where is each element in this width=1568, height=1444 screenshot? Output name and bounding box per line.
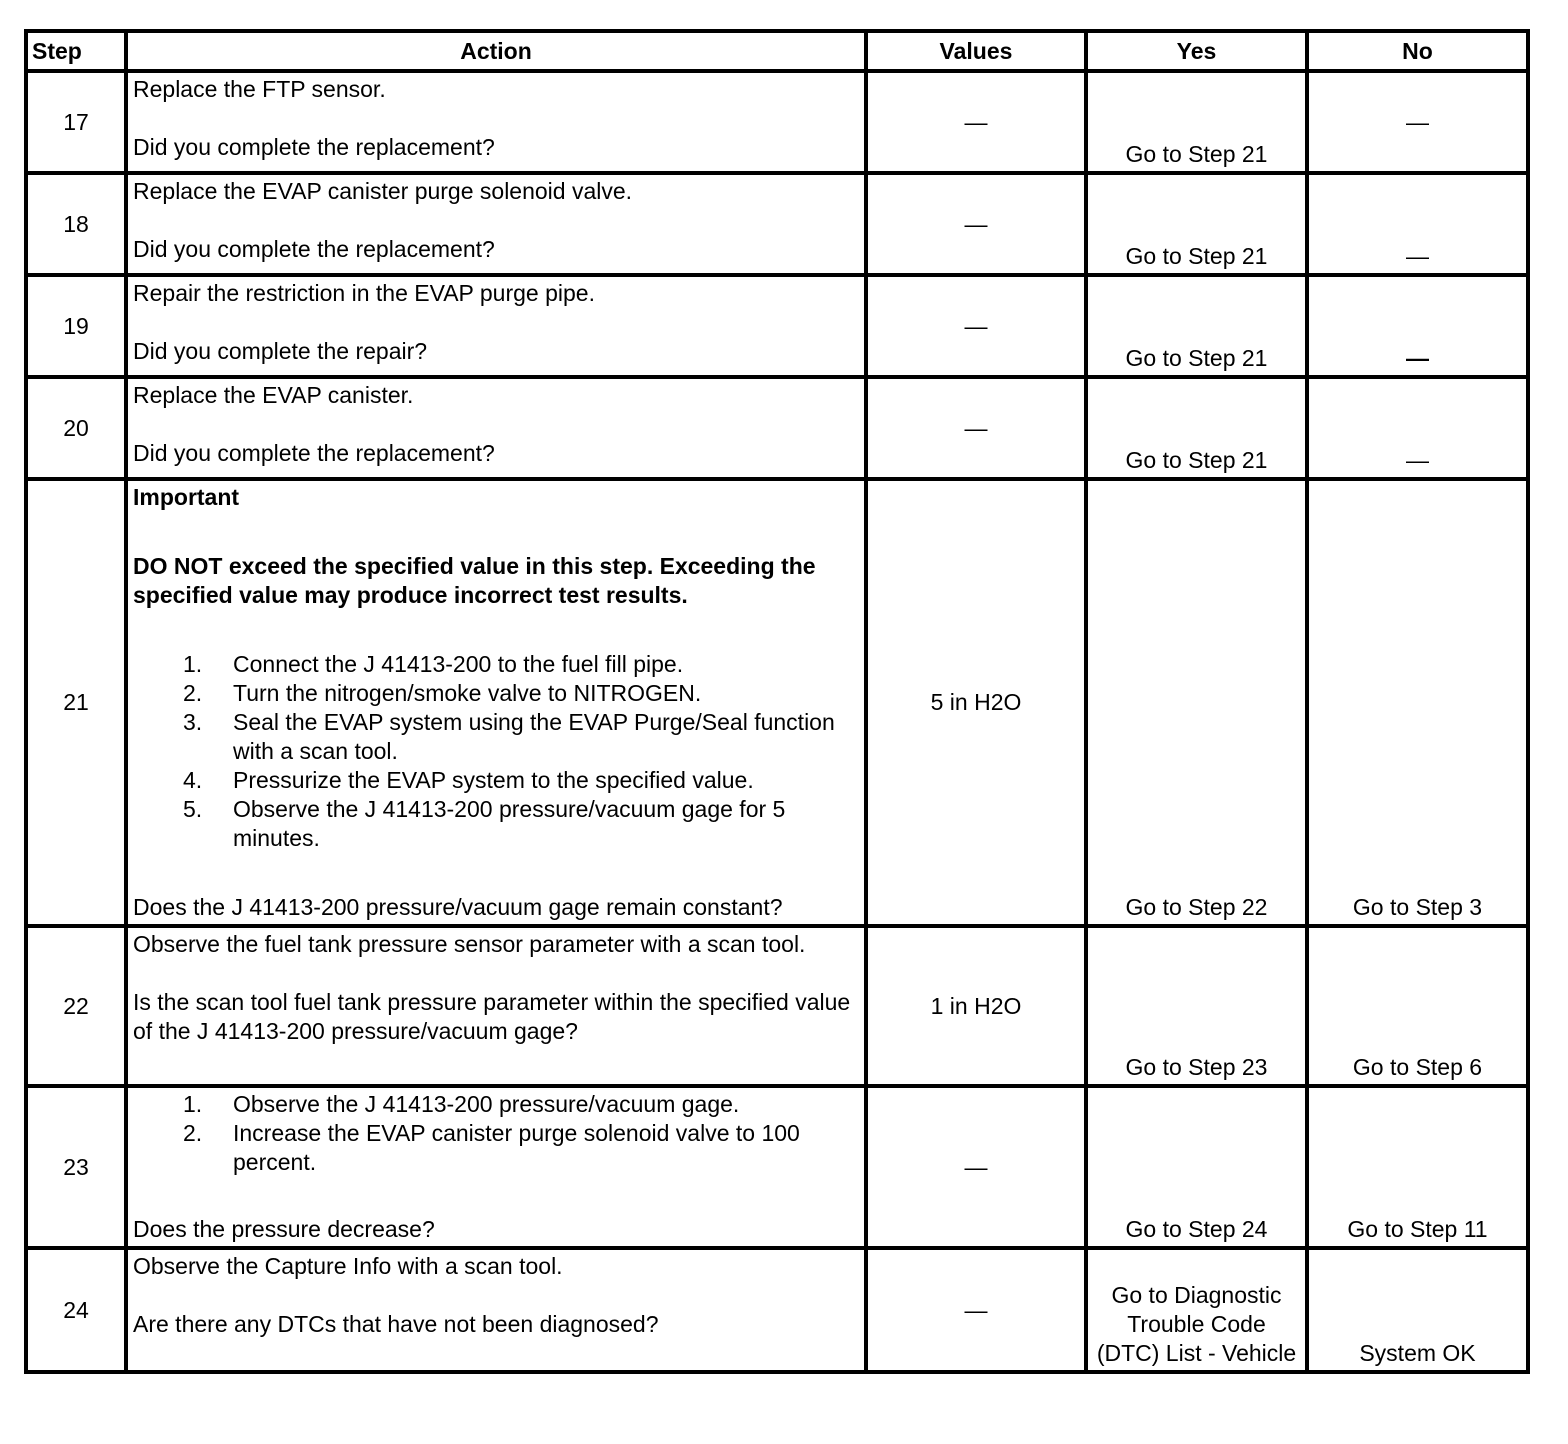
no-cell: — <box>1307 71 1528 173</box>
procedure-list <box>133 1090 859 1177</box>
action-question: Did you complete the replacement? <box>133 440 495 466</box>
important-label: Important <box>133 484 240 510</box>
action-question: Did you complete the replacement? <box>133 134 495 160</box>
value-cell: 5 in H2O <box>866 479 1086 926</box>
no-cell: — <box>1307 275 1528 377</box>
action-cell <box>126 1248 866 1372</box>
action-text: Replace the EVAP canister. <box>133 382 414 408</box>
list-item: 1. Connect the J 41413-200 to the fuel fill pipe. <box>183 651 684 677</box>
yes-cell: Go to Diagnostic Trouble Code (DTC) List - Vehicle <box>1086 1248 1307 1372</box>
step-number: 24 <box>26 1248 126 1372</box>
value-cell: — <box>866 275 1086 377</box>
table-row <box>26 926 1528 1086</box>
header-action: Action <box>126 31 866 71</box>
yes-cell: Go to Step 23 <box>1086 926 1307 1086</box>
list-item: 5. Observe the J 41413-200 pressure/vacuum gage for 5 minutes. <box>183 796 786 851</box>
list-item: 2. Turn the nitrogen/smoke valve to NITROGEN. <box>183 680 702 706</box>
action-question: Are there any DTCs that have not been diagnosed? <box>133 1311 659 1337</box>
action-question: Is the scan tool fuel tank pressure parameter within the specified value of the J 41413-200 pressure/vacuum gage? <box>133 989 851 1044</box>
header-values: Values <box>866 31 1086 71</box>
header-row <box>26 31 1528 71</box>
table-row <box>26 275 1528 377</box>
list-item: 1. Observe the J 41413-200 pressure/vacuum gage. <box>183 1091 740 1117</box>
action-text: Replace the FTP sensor. <box>133 76 386 102</box>
list-item: 2. Increase the EVAP canister purge solenoid valve to 100 percent. <box>183 1120 800 1175</box>
yes-cell: Go to Step 21 <box>1086 275 1307 377</box>
no-cell: Go to Step 6 <box>1307 926 1528 1086</box>
yes-cell: Go to Step 21 <box>1086 173 1307 275</box>
important-text: DO NOT exceed the specified value in this step. Exceeding the specified value may produce incorrect test results. <box>133 553 816 608</box>
step-number: 18 <box>26 173 126 275</box>
action-text: Replace the EVAP canister purge solenoid valve. <box>133 178 633 204</box>
value-cell: — <box>866 1248 1086 1372</box>
yes-cell: Go to Step 21 <box>1086 377 1307 479</box>
action-question: Did you complete the replacement? <box>133 236 495 262</box>
action-cell <box>126 479 866 926</box>
value-cell: — <box>866 1086 1086 1248</box>
step-number: 21 <box>26 479 126 926</box>
table-row <box>26 1086 1528 1248</box>
header-yes: Yes <box>1086 31 1307 71</box>
value-cell: — <box>866 71 1086 173</box>
action-cell <box>126 926 866 1086</box>
action-cell <box>126 71 866 173</box>
no-cell: — <box>1307 173 1528 275</box>
header-step: Step <box>26 31 126 71</box>
table-row <box>26 173 1528 275</box>
no-cell: Go to Step 3 <box>1307 479 1528 926</box>
action-cell <box>126 275 866 377</box>
no-cell: — <box>1307 377 1528 479</box>
step-number: 20 <box>26 377 126 479</box>
action-text: Observe the fuel tank pressure sensor parameter with a scan tool. <box>133 931 806 957</box>
step-number: 19 <box>26 275 126 377</box>
action-question: Did you complete the repair? <box>133 338 428 364</box>
action-question: Does the J 41413-200 pressure/vacuum gage remain constant? <box>133 894 783 920</box>
value-cell: — <box>866 377 1086 479</box>
procedure-list <box>133 650 859 853</box>
yes-cell: Go to Step 22 <box>1086 479 1307 926</box>
diagnostic-table <box>24 29 1530 1374</box>
step-number: 22 <box>26 926 126 1086</box>
no-cell: System OK <box>1307 1248 1528 1372</box>
action-question: Does the pressure decrease? <box>133 1216 435 1242</box>
no-cell: Go to Step 11 <box>1307 1086 1528 1248</box>
yes-cell: Go to Step 21 <box>1086 71 1307 173</box>
list-item: 3. Seal the EVAP system using the EVAP Purge/Seal function with a scan tool. <box>183 709 835 764</box>
action-text: Repair the restriction in the EVAP purge pipe. <box>133 280 595 306</box>
yes-cell: Go to Step 24 <box>1086 1086 1307 1248</box>
step-number: 17 <box>26 71 126 173</box>
list-item: 4. Pressurize the EVAP system to the specified value. <box>183 767 754 793</box>
table-row <box>26 71 1528 173</box>
table-row <box>26 479 1528 926</box>
table-row <box>26 377 1528 479</box>
step-number: 23 <box>26 1086 126 1248</box>
action-cell <box>126 377 866 479</box>
value-cell: 1 in H2O <box>866 926 1086 1086</box>
action-text: Observe the Capture Info with a scan tool. <box>133 1253 563 1279</box>
table-row <box>26 1248 1528 1372</box>
value-cell: — <box>866 173 1086 275</box>
action-cell <box>126 1086 866 1248</box>
action-cell <box>126 173 866 275</box>
header-no: No <box>1307 31 1528 71</box>
